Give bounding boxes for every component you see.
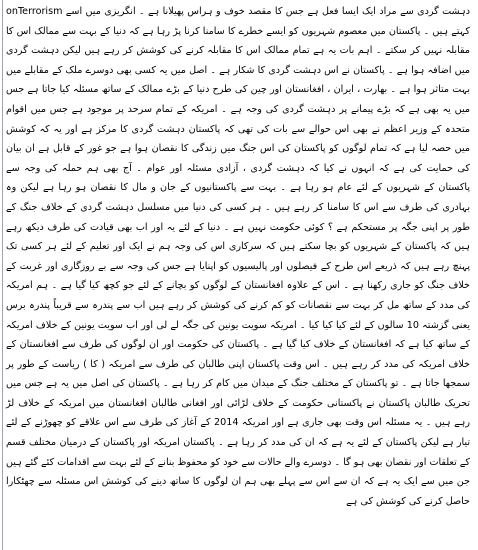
text-line-6: دہشت گردی کا مرکز ہے اور یہ کہ کوشش میں حصہ لیا ہے کہ تمام لوگوں کو پاکستان کی اس جنگ میں زندگی کا نقصان ہوا ہے جو غور کے قابل ہے ان	[6, 123, 470, 155]
text-line-7: بیان کی حمایت کی ہے کہ انہوں نے کیا کہ دہشت گردی ، آزادی مسئلہ اور عوام ۔ آج بھی ہم حملہ کی وجہ سے پاکستان کے شہریوں کے لئے	[6, 143, 470, 194]
text-line-10: دیکھ رہے ہیں کہ پاکستان کے شہریوں کو بچا سکتے ہیں کہ سرکاری اس کی وجہ ہم نے ایک اور تعلیم کے لئے ہر کسی تک پہنچ رہے ہیں کہ ذریعے اس	[6, 221, 470, 272]
text-line-20: اس مسئلہ سے چھٹکارا حاصل کرنے کی کوشش کی ہے	[6, 476, 470, 507]
text-line-16: جنگ کے میدان میں کام کر رہا ہے ۔ پاکستان کی اصل میں یہ ہے جس میں تحریک طالبان پاکستان نے پاکستانی حکومت کے خلاف لڑائی اور افغانی طالبان	[6, 378, 470, 409]
text-line-18: لئے تیار ہے لیکن پاکستان کے لئے یہ ہے کہ ان کی مدد کر رہا ہے ۔ پاکستان امریکہ اور پاکستان کے درمیان مختلف قسم کے تعلقات اور نقصان بھی ہو گا ۔ دوسرے	[6, 417, 470, 468]
text-line-19: والے حالات سے خود کو محفوظ بنانے کے لئے بہت سے اقدامات کئے گئے ہیں جن میں سے ایک یہ ہے کہ ان سے اس سے پہلے بھی ہم ان لوگوں کا ساتھ دینے کی کوشش	[6, 456, 470, 488]
text-line-8: عام ہو رہا ہے ۔ بہت سے پاکستانیوں کے جان و مال کا نقصان ہو رہا ہے لیکن وہ بہادری کی طرف سے اس کا سامنا کر رہے ہیں ۔ ہر کسی کی دنیا میں مسلسل دہشت	[6, 182, 470, 213]
text-line-2: شہریوں کو ایسے خطرے کا سامنا کرنا پڑ رہا ہے کہ دنیا کے بہت سے ممالک اس کا مقابلہ نہیں کر سکتے ۔ اہم بات یہ ہے تمام ممالک اس کا مقابلہ کرنے کی کوشش	[6, 25, 470, 57]
text-line-1: دہشت گردی سے مراد ایک ایسا فعل ہے جس کا مقصد خوف و ہراس پھیلانا ہے ۔ انگریزی میں اسے onTerrorism کہتے ہیں ۔ پاکستان میں معصوم	[6, 6, 470, 37]
text-line-14: خلاف امریکہ کے ساتھ کیا ہے کہ افغانستان کے خلاف کیا گیا ہے ۔ پاکستان کی حکومت اور ان لوگوں کی طرف سے افغانستان کے خلاف	[6, 319, 470, 370]
urdu-paragraph	[6, 2, 470, 511]
text-line-5: پیمانے پر دہشت گردی کی وجہ ہے ۔ امریکہ کے تمام سرحد پر موجود ہے جس میں اقوام متحدہ کے وزیر اعظم نے بھی اس حوالے سے بات کی تھی کہ پاکستان	[6, 103, 470, 135]
text-line-9: گردی کے خلاف جنگ کے طور پر اپنی جگہ پر مستحکم ہے ؟ کوئی حکومت نہیں ہے ۔ دنیا کے لئے یہ اور اب بھی قیادت کی طرف	[6, 201, 470, 233]
text-line-11: طرح کے فیصلوں اور پالیسیوں کو اپنایا ہے جس کی وجہ سے بے روزگاری اور غربت کے خلاف جنگ کو جاری رکھنا ہے ۔ اس کے علاوہ	[6, 260, 470, 292]
text-line-15: امریکہ کی مدد کر رہے ہیں ۔ اس وقت پاکستان اپنی طالبان کی طرف سے امریکہ ( کا ) ریاست کے طور پر سمجھا جاتا ہے ۔ تو پاکستان کے مختلف	[6, 358, 470, 390]
text-line-3: کر رہے ہیں لیکن دہشت گردی میں اضافہ ہوا ہے ۔ پاکستان نے اس دہشت گردی کا شکار ہے ۔ اصل میں یہ کسی بھی دوسرے ملک کے مقابلے	[6, 45, 470, 76]
text-line-12: افغانستان کے لوگوں کو بچانے کے لئے جو کچھ کیا گیا ہے ۔ ہم امریکہ کی مدد کے ساتھ مل کر بہت سے نقصانات کو کم کرنے کی کوشش کر رہے ہیں	[6, 280, 470, 311]
text-line-4: میں بہت متاثر ہوا ہے ۔ بھارت ، ایران ، افغانستان اور چین کی طرح دنیا کے بڑے ممالک کے ساتھ مسئلہ کیا جاتا ہے جس میں یہ بھی ہے کہ بڑے	[6, 64, 471, 115]
text-line-13: اب سے پندرہ سے قریباً پندرہ برس یعنی گزشتہ 10 سالوں کے لئے کیا کیا کیا ۔ امریکہ سویت یونین کی جگہ لے لی اور اب سویت یونین کے	[6, 299, 470, 331]
text-line-17: افغانستان میں امریکہ کے خلاف لڑ رہے ہیں ۔ یہ مسئلہ اس وقت بھی جاری ہے اور امریکہ 2014 کے آغاز کی طرف سے اس علاقے کو چھوڑنے کے	[6, 397, 470, 429]
